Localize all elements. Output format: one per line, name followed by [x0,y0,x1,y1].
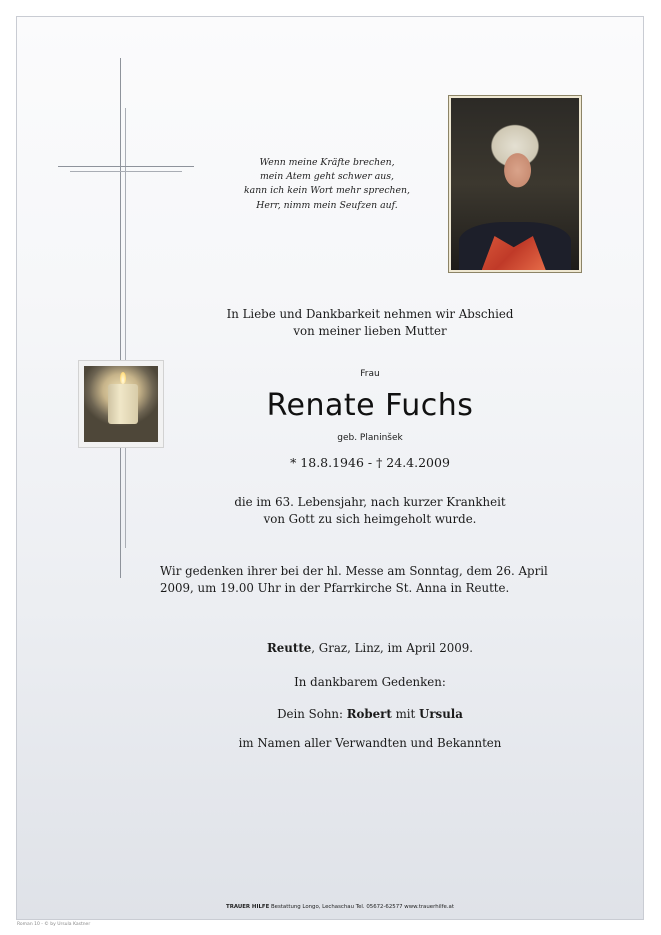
candle-icon [78,360,164,448]
credit-text: Roman 10 - © by Ursula Kastner [17,922,91,927]
passing-text: die im 63. Lebensjahr, nach kurzer Krankheit von Gott zu sich heimgeholt wurde. [234,495,506,526]
farewell-text: In Liebe und Dankbarkeit nehmen wir Abschied von meiner lieben Mutter [226,307,514,338]
poem-line: Herr, nimm mein Seufzen auf. [256,199,398,211]
poem [240,156,414,213]
poem-line: mein Atem geht schwer aus, [259,171,394,183]
mourners-son: Dein Sohn: Robert mit Ursula [277,707,463,721]
relatives-text: im Namen aller Verwandten und Bekannten [238,736,502,750]
deceased-name: Renate Fuchs [266,388,474,423]
salutation: Frau [360,369,380,379]
footer-brand: TRAUER HILFE [226,904,270,910]
place-town: Reutte [266,641,312,655]
mass-announcement: Wir gedenken ihrer bei der hl. Messe am Sonntag, dem 26. April 2009, um 19.00 Uhr in der Pfarrkirche St. Anna in Reutte. [160,564,548,595]
partner-name: Ursula [419,707,463,721]
portrait-photo [451,98,579,270]
place-and-date: Reutte, Graz, Linz, im April 2009. [266,641,473,655]
birth-name: geb. Planinšek [337,433,403,443]
gedenken-text: In dankbarem Gedenken: [294,675,446,689]
poem-line: Wenn meine Kräfte brechen, [259,157,395,168]
poem-line: kann ich kein Wort mehr sprechen, [244,185,410,197]
funeral-home-footer: TRAUER HILFE Bestattung Longo, Lechaschau Tel. 05672-62577 www.trauerhilfe.at [226,904,454,910]
son-name: Robert [346,707,392,721]
life-dates: * 18.8.1946 - † 24.4.2009 [290,455,450,470]
portrait-photo-frame [448,95,582,273]
